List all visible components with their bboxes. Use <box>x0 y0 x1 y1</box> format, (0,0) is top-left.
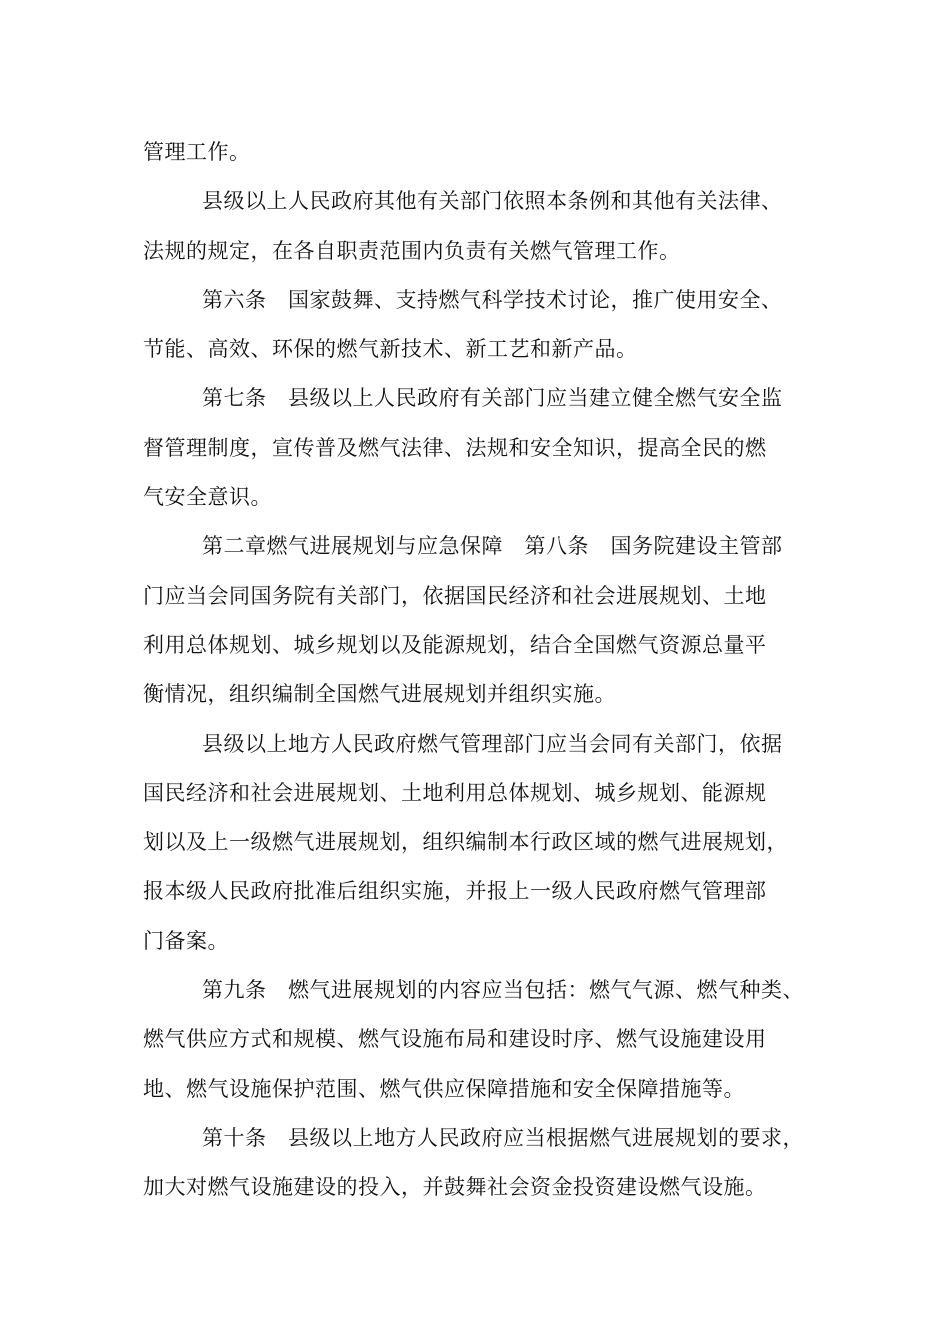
text-line-18: 第九条 燃气进展规划的内容应当包括：燃气气源、燃气种类、 <box>202 978 804 1003</box>
text-line-10: 门应当会同国务院有关部门，依据国民经济和社会进展规划、土地 <box>143 583 767 608</box>
text-line-19: 燃气供应方式和规模、燃气设施布局和建设时序、燃气设施建设用 <box>143 1027 767 1052</box>
text-line-7: 督管理制度，宣传普及燃气法律、法规和安全知识，提高全民的燃 <box>143 435 767 460</box>
text-line-22: 加大对燃气设施建设的投入，并鼓舞社会资金投资建设燃气设施。 <box>143 1175 767 1200</box>
text-line-21: 第十条 县级以上地方人民政府应当根据燃气进展规划的要求， <box>202 1125 804 1150</box>
text-line-1: 管理工作。 <box>143 140 251 164</box>
text-line-12: 衡情况，组织编制全国燃气进展规划并组织实施。 <box>143 682 616 707</box>
text-line-13: 县级以上地方人民政府燃气管理部门应当会同有关部门，依据 <box>202 731 783 756</box>
text-line-5: 节能、高效、环保的燃气新技术、新工艺和新产品。 <box>143 337 638 362</box>
document-body <box>143 128 833 1213</box>
text-line-3: 法规的规定，在各自职责范围内负责有关燃气管理工作。 <box>143 238 681 263</box>
text-line-14: 国民经济和社会进展规划、土地利用总体规划、城乡规划、能源规 <box>143 780 767 805</box>
text-line-11: 利用总体规划、城乡规划以及能源规划，结合全国燃气资源总量平 <box>143 632 767 657</box>
text-line-20: 地、燃气设施保护范围、燃气供应保障措施和安全保障措施等。 <box>143 1076 745 1101</box>
text-line-15: 划以及上一级燃气进展规划，组织编制本行政区域的燃气进展规划， <box>143 830 788 855</box>
text-line-2: 县级以上人民政府其他有关部门依照本条例和其他有关法律、 <box>202 189 783 214</box>
text-line-4: 第六条 国家鼓舞、支持燃气科学技术讨论，推广使用安全、 <box>202 287 783 312</box>
text-line-8: 气安全意识。 <box>143 485 272 510</box>
text-line-9: 第二章燃气进展规划与应急保障 第八条 国务院建设主管部 <box>202 534 783 559</box>
text-line-16: 报本级人民政府批准后组织实施，并报上一级人民政府燃气管理部 <box>143 879 767 904</box>
text-line-17: 门备案。 <box>143 928 229 953</box>
text-line-6: 第七条 县级以上人民政府有关部门应当建立健全燃气安全监 <box>202 386 783 411</box>
